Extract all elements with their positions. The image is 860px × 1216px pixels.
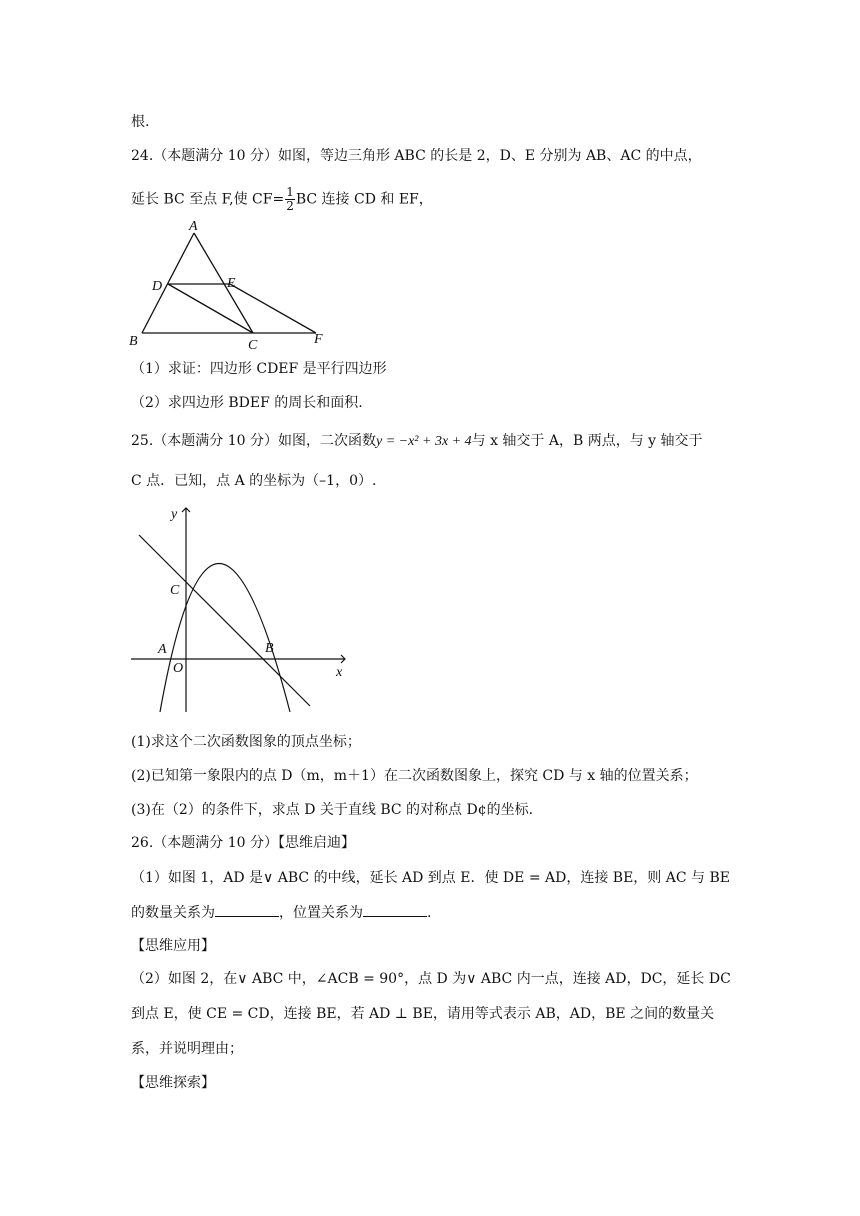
text: BC 连接 CD 和 EF， [295, 191, 433, 208]
text-line: 根. [131, 114, 150, 130]
label-B-point: B [265, 641, 274, 656]
label-A-point: A [158, 642, 167, 657]
label-E: E [227, 276, 236, 291]
formula: y = −x² + 3x + 4 [375, 434, 472, 449]
label-B: B [129, 334, 138, 349]
label-D: D [152, 279, 163, 294]
q26-part2: （2）如图 2，在∨ ABC 中，∠ACB = 90°，点 D 为∨ ABC 内一点，连接 AD，DC，延长 DC [131, 971, 731, 987]
label-C-point: C [170, 583, 180, 598]
q26-stem: 26.（本题满分 10 分）【思维启迪】 [131, 835, 355, 851]
q26-part2-2: 到点 E，使 CE = CD，连接 BE，若 AD ⊥ BE，请用等式表示 AB，AD，BE 之间的数量关 [131, 1006, 715, 1022]
q25-part3: (3)在（2）的条件下，求点 D 关于直线 BC 的对称点 D¢的坐标. [131, 802, 534, 818]
text: 与 x 轴交于 A，B 两点，与 y 轴交于 [471, 433, 703, 449]
label-y: y [171, 507, 178, 522]
section-heading: 【思维探索】 [131, 1075, 215, 1091]
label-F: F [314, 332, 323, 347]
q25-part1: (1)求这个二次函数图象的顶点坐标； [131, 734, 361, 750]
text: 25.（本题满分 10 分）如图，二次函数 [131, 433, 376, 449]
answer-blank [215, 902, 279, 917]
answer-blank [363, 902, 427, 917]
q26-part1: （1）如图 1，AD 是∨ ABC 的中线，延长 AD 到点 E．使 DE = AD，连接 BE，则 AC 与 BE [131, 870, 730, 886]
text: ，位置关系为 [279, 905, 363, 921]
q25-part2: (2)已知第一象限内的点 D（m，m＋1）在二次函数图象上，探究 CD 与 x 轴的位置关系； [131, 768, 698, 784]
q26-part1-2 [131, 902, 431, 923]
q26-part2-3: 系，并说明理由； [131, 1041, 243, 1057]
q24-part1: （1）求证：四边形 CDEF 是平行四边形 [131, 361, 387, 377]
numerator: 1 [286, 185, 294, 199]
q24-stem: 24.（本题满分 10 分）如图，等边三角形 ABC 的长是 2，D、E 分别为 AB、AC 的中点， [131, 148, 702, 164]
label-A: A [189, 219, 198, 234]
section-heading: 【思维应用】 [131, 938, 215, 954]
q24-part2: （2）求四边形 BDEF 的周长和面积. [131, 395, 363, 411]
label-O: O [173, 661, 184, 676]
denominator: 2 [286, 199, 294, 213]
label-x: x [336, 665, 343, 680]
text: . [427, 905, 432, 921]
text: 延长 BC 至点 F,使 CF= [131, 191, 285, 208]
text: 的数量关系为 [131, 905, 215, 921]
label-C: C [248, 338, 258, 353]
q25-stem-2: C 点．已知，点 A 的坐标为（–1，0）. [131, 473, 377, 489]
q25-stem [131, 431, 703, 452]
